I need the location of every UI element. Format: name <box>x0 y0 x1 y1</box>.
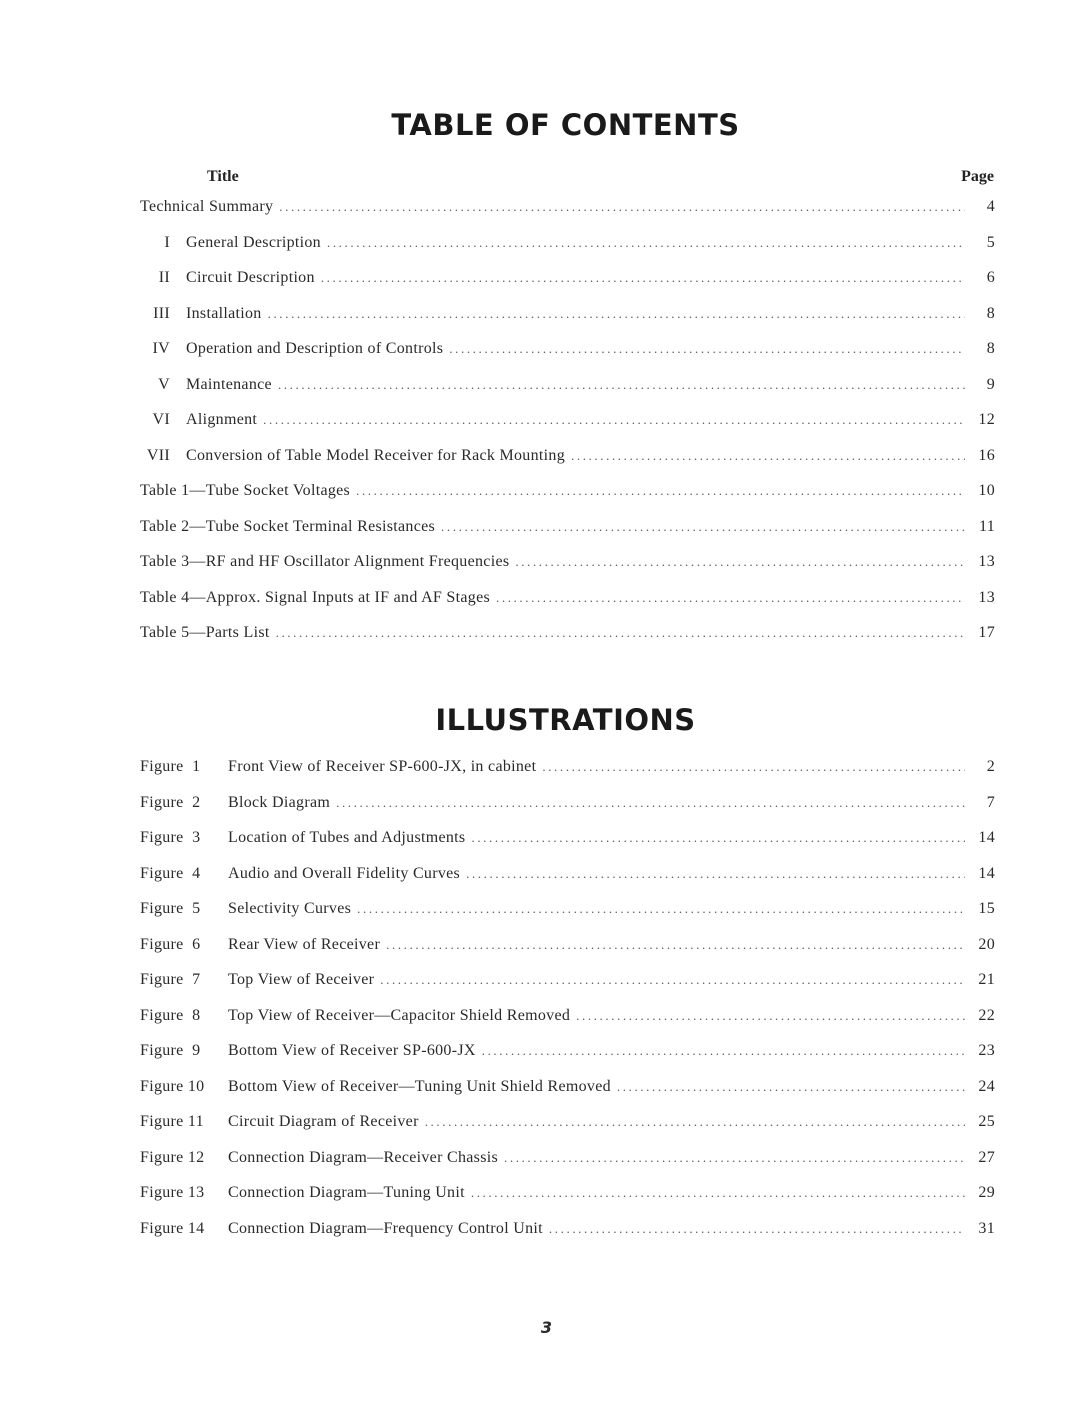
toc-entry <box>140 553 995 589</box>
entry-page-number: 14 <box>978 864 995 882</box>
entry-page-number: 13 <box>978 553 995 570</box>
entry-number: II <box>158 269 170 286</box>
toc-list <box>140 198 995 660</box>
entry-title: Circuit Diagram of Receiver <box>228 1113 419 1130</box>
dot-leader <box>466 866 965 882</box>
entry-number: Figure 14 <box>140 1219 205 1237</box>
dot-leader <box>278 377 965 393</box>
entry-title: Audio and Overall Fidelity Curves <box>228 864 461 882</box>
dot-leader <box>617 1079 965 1095</box>
entry-title: Top View of Receiver <box>228 971 375 988</box>
entry-title: Connection Diagram—Tuning Unit <box>228 1184 465 1201</box>
toc-entry <box>140 198 995 234</box>
entry-page-number: 23 <box>978 1042 995 1059</box>
toc-entry <box>140 447 995 483</box>
entry-page-number: 13 <box>978 588 995 606</box>
entry-number: Figure 6 <box>140 935 201 953</box>
entry-title: Table 2—Tube Socket Terminal Resistances <box>140 517 436 535</box>
dot-leader <box>549 1221 965 1237</box>
entry-title: Connection Diagram—Frequency Control Unit <box>228 1219 543 1237</box>
entry-page-number: 22 <box>978 1006 995 1024</box>
illustration-entry <box>140 1042 995 1078</box>
entry-title: Block Diagram <box>228 793 331 811</box>
dot-leader <box>441 519 965 535</box>
entry-number: Figure 10 <box>140 1077 205 1095</box>
illustration-entry <box>140 1007 995 1043</box>
illustration-entry <box>140 971 995 1007</box>
entry-title: Conversion of Table Model Receiver for Rack Mounting <box>186 446 565 464</box>
toc-entry <box>140 340 995 376</box>
toc-entry <box>140 411 995 447</box>
dot-leader <box>380 972 965 988</box>
illustrations-list <box>140 758 995 1255</box>
entry-title: Table 3—RF and HF Oscillator Alignment Frequencies <box>140 553 510 570</box>
entry-title: General Description <box>186 233 321 251</box>
title-column-header: Title <box>207 168 239 185</box>
entry-title: Selectivity Curves <box>228 900 352 917</box>
entry-number: Figure 5 <box>140 900 201 917</box>
entry-title: Table 1—Tube Socket Voltages <box>140 482 351 499</box>
entry-number: VI <box>152 411 170 428</box>
dot-leader <box>515 554 965 570</box>
entry-page-number: 5 <box>986 233 995 251</box>
entry-number: III <box>153 304 170 322</box>
illustrations-heading: ILLUSTRATIONS <box>435 703 696 737</box>
entry-page-number: 7 <box>986 793 995 811</box>
entry-page-number: 31 <box>978 1219 995 1237</box>
dot-leader <box>496 590 965 606</box>
entry-page-number: 16 <box>978 446 995 464</box>
entry-page-number: 14 <box>978 829 995 846</box>
entry-number: Figure 2 <box>140 793 201 811</box>
entry-title: Maintenance <box>186 375 272 393</box>
toc-entry <box>140 624 995 660</box>
entry-title: Top View of Receiver—Capacitor Shield Removed <box>228 1006 571 1024</box>
dot-leader <box>321 270 965 286</box>
entry-number: Figure 12 <box>140 1148 205 1166</box>
entry-number: Figure 3 <box>140 829 201 846</box>
entry-title: Table 4—Approx. Signal Inputs at IF and AF Stages <box>140 588 490 606</box>
entry-title: Location of Tubes and Adjustments <box>228 829 466 846</box>
entry-page-number: 27 <box>978 1148 995 1166</box>
toc-heading: TABLE OF CONTENTS <box>391 108 740 142</box>
entry-title: Front View of Receiver SP-600-JX, in cabinet <box>228 758 537 775</box>
entry-page-number: 25 <box>978 1113 995 1130</box>
dot-leader <box>504 1150 965 1166</box>
dot-leader <box>336 795 965 811</box>
toc-entry <box>140 482 995 518</box>
dot-leader <box>356 483 965 499</box>
page-number: 3 <box>540 1318 553 1337</box>
page-column-header: Page <box>961 168 994 185</box>
toc-entry <box>140 518 995 554</box>
entry-page-number: 4 <box>986 198 995 215</box>
dot-leader <box>386 937 965 953</box>
dot-leader <box>542 759 965 775</box>
entry-title: Rear View of Receiver <box>228 935 381 953</box>
illustration-entry <box>140 1184 995 1220</box>
dot-leader <box>449 341 965 357</box>
dot-leader <box>425 1114 965 1130</box>
dot-leader <box>471 830 965 846</box>
entry-number: VII <box>146 446 170 464</box>
entry-page-number: 8 <box>986 304 995 322</box>
dot-leader <box>576 1008 965 1024</box>
entry-title: Operation and Description of Controls <box>186 340 444 357</box>
illustration-entry <box>140 936 995 972</box>
entry-page-number: 6 <box>986 269 995 286</box>
dot-leader <box>571 448 965 464</box>
entry-page-number: 10 <box>978 482 995 499</box>
entry-page-number: 11 <box>978 517 995 535</box>
entry-title: Bottom View of Receiver—Tuning Unit Shield Removed <box>228 1077 611 1095</box>
entry-page-number: 21 <box>978 971 995 988</box>
illustration-entry <box>140 1220 995 1256</box>
dot-leader <box>276 625 965 641</box>
toc-entry <box>140 305 995 341</box>
entry-title: Table 5—Parts List <box>140 624 270 641</box>
entry-number: Figure 4 <box>140 864 201 882</box>
entry-number: Figure 9 <box>140 1042 201 1059</box>
entry-title: Connection Diagram—Receiver Chassis <box>228 1148 498 1166</box>
entry-page-number: 2 <box>986 758 995 775</box>
illustration-entry <box>140 829 995 865</box>
entry-title: Circuit Description <box>186 269 315 286</box>
entry-page-number: 24 <box>978 1077 995 1095</box>
illustration-entry <box>140 1113 995 1149</box>
entry-title: Bottom View of Receiver SP-600-JX <box>228 1042 476 1059</box>
entry-number: Figure 7 <box>140 971 201 988</box>
entry-number: Figure 8 <box>140 1006 201 1024</box>
toc-entry <box>140 269 995 305</box>
toc-entry <box>140 589 995 625</box>
dot-leader <box>471 1185 965 1201</box>
dot-leader <box>263 412 965 428</box>
toc-entry <box>140 234 995 270</box>
illustration-entry <box>140 865 995 901</box>
toc-entry <box>140 376 995 412</box>
dot-leader <box>268 306 965 322</box>
entry-page-number: 17 <box>978 624 995 641</box>
entry-page-number: 9 <box>986 375 995 393</box>
entry-number: Figure 11 <box>140 1113 204 1130</box>
entry-title: Technical Summary <box>140 198 274 215</box>
entry-number: IV <box>152 340 170 357</box>
entry-number: I <box>164 233 170 251</box>
dot-leader <box>357 901 965 917</box>
entry-number: V <box>158 375 170 393</box>
entry-number: Figure 13 <box>140 1184 205 1201</box>
dot-leader <box>327 235 965 251</box>
entry-page-number: 15 <box>978 900 995 917</box>
illustration-entry <box>140 758 995 794</box>
entry-page-number: 12 <box>978 411 995 428</box>
dot-leader <box>482 1043 965 1059</box>
entry-title: Installation <box>186 304 262 322</box>
illustration-entry <box>140 1149 995 1185</box>
entry-page-number: 29 <box>978 1184 995 1201</box>
entry-page-number: 20 <box>978 935 995 953</box>
illustration-entry <box>140 900 995 936</box>
illustration-entry <box>140 1078 995 1114</box>
dot-leader <box>279 199 965 215</box>
illustration-entry <box>140 794 995 830</box>
entry-page-number: 8 <box>986 340 995 357</box>
entry-title: Alignment <box>186 411 258 428</box>
entry-number: Figure 1 <box>140 758 201 775</box>
